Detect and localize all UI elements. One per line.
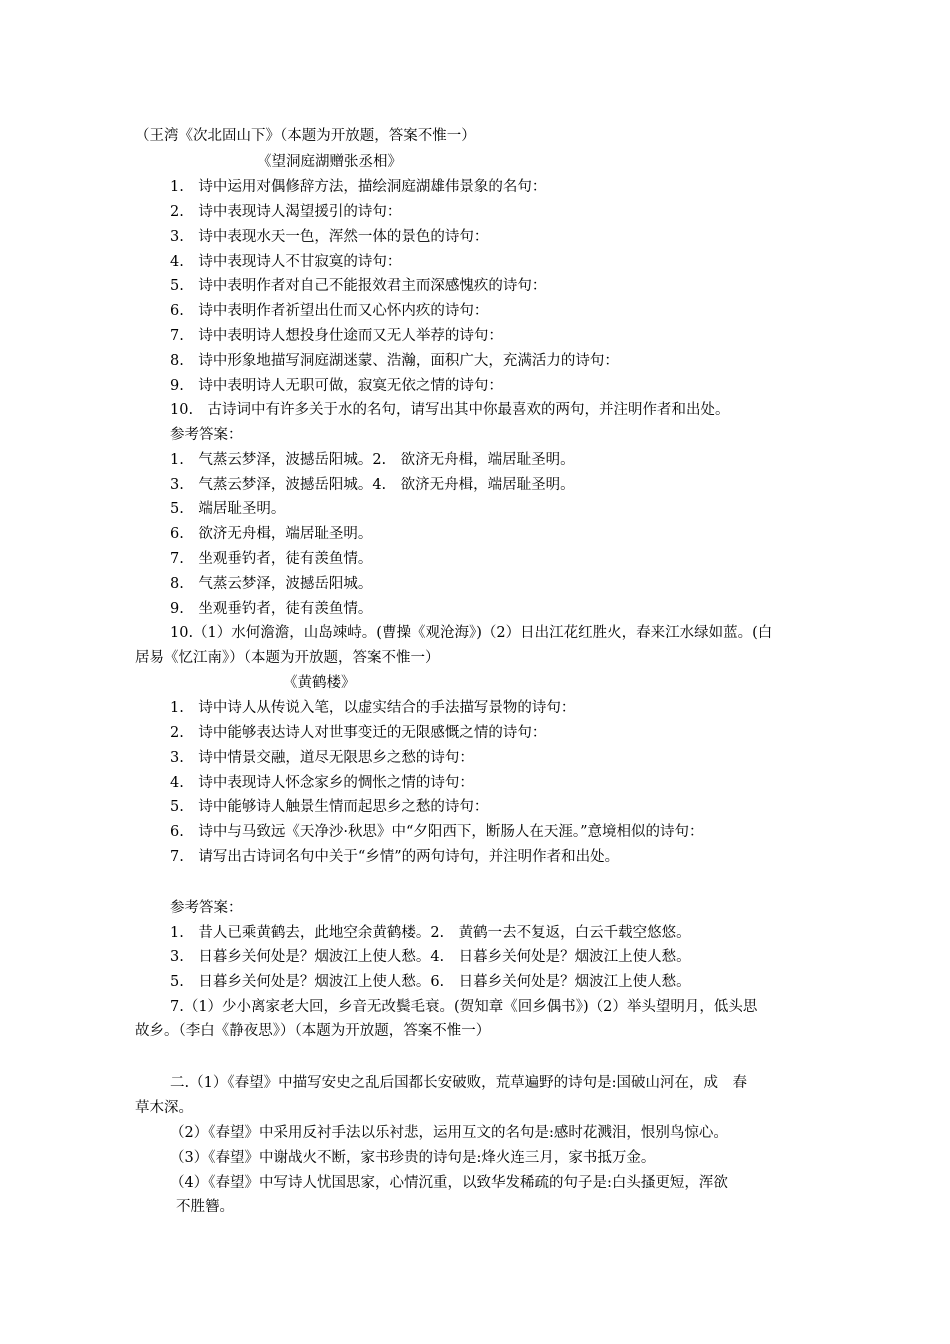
answer-10-line2: 居易《忆江南》）（本题为开放题，答案不惟一） — [135, 650, 440, 666]
question-line: 10. 古诗词中有许多关于水的名句，请写出其中你最喜欢的两句，并注明作者和出处。 — [170, 402, 730, 418]
answer-line: 9. 坐观垂钓者，徒有羡鱼情。 — [170, 601, 373, 617]
question-line: 3. 诗中表现水天一色，浑然一体的景色的诗句： — [170, 229, 489, 245]
section2-item4-line1: （4）《春望》中写诗人忧国思家，心情沉重，以致华发稀疏的句子是:白头搔更短，浑欲 — [170, 1175, 728, 1191]
answer-7-line1: 7.（1）少小离家老大回，乡音无改鬓毛衰。(贺知章《回乡偶书》)（2）举头望明月，低头思 — [170, 999, 758, 1015]
poem-title-dongting: 《望洞庭湖赠张丞相》 — [257, 154, 402, 170]
section2-item1-line2: 草木深。 — [135, 1100, 193, 1116]
answer-7-line2: 故乡。（李白《静夜思》）（本题为开放题，答案不惟一） — [135, 1023, 491, 1039]
question-line: 4. 诗中表现诗人不甘寂寞的诗句： — [170, 254, 402, 270]
answer-line: 3. 气蒸云梦泽，波撼岳阳城。4. 欲济无舟楫，端居耻圣明。 — [170, 477, 575, 493]
question-line: 7. 诗中表明诗人想投身仕途而又无人举荐的诗句： — [170, 328, 503, 344]
question-line: 2. 诗中能够表达诗人对世事变迁的无限感慨之情的诗句： — [170, 725, 547, 741]
section2-item1-line1: 二.（1）《春望》中描写安史之乱后国都长安破败，荒草遍野的诗句是:国破山河在，成 春 — [170, 1075, 747, 1091]
answer-heading: 参考答案： — [170, 427, 243, 443]
question-line: 8. 诗中形象地描写洞庭湖迷蒙、浩瀚，面积广大，充满活力的诗句： — [170, 353, 619, 369]
question-line: 7. 请写出古诗词名句中关于“乡情”的两句诗句，并注明作者和出处。 — [170, 849, 620, 865]
answer-10-line1: 10.（1）水何澹澹，山岛竦峙。(曹操《观沧海》)（2）日出江花红胜火，春来江水绿如蓝。(白 — [170, 625, 773, 641]
answer-line: 1. 昔人已乘黄鹤去，此地空余黄鹤楼。2. 黄鹤一去不复返，白云千载空悠悠。 — [170, 925, 691, 941]
question-line: 5. 诗中表明作者对自己不能报效君主而深感愧疚的诗句： — [170, 278, 547, 294]
question-line: 1. 诗中运用对偶修辞方法，描绘洞庭湖雄伟景象的名句： — [170, 179, 547, 195]
question-line: 6. 诗中表明作者祈望出仕而又心怀内疚的诗句： — [170, 303, 489, 319]
question-line: 1. 诗中诗人从传说入笔，以虚实结合的手法描写景物的诗句： — [170, 700, 576, 716]
section2-item3: （3）《春望》中谢战火不断，家书珍贵的诗句是:烽火连三月，家书抵万金。 — [170, 1150, 656, 1166]
question-line: 6. 诗中与马致远《天净沙·秋思》中“夕阳西下，断肠人在天涯。”意境相似的诗句： — [170, 824, 704, 840]
answer-heading: 参考答案： — [170, 900, 243, 916]
answer-line: 5. 日暮乡关何处是？烟波江上使人愁。6. 日暮乡关何处是？烟波江上使人愁。 — [170, 974, 691, 990]
answer-line: 8. 气蒸云梦泽，波撼岳阳城。 — [170, 576, 373, 592]
answer-line: 1. 气蒸云梦泽，波撼岳阳城。2. 欲济无舟楫，端居耻圣明。 — [170, 452, 575, 468]
question-line: 5. 诗中能够诗人触景生情而起思乡之愁的诗句： — [170, 799, 489, 815]
poem-title-huanghelou: 《黄鹤楼》 — [283, 675, 356, 691]
question-line: 4. 诗中表现诗人怀念家乡的惆怅之情的诗句： — [170, 775, 474, 791]
question-line: 2. 诗中表现诗人渴望援引的诗句： — [170, 204, 402, 220]
answer-line: 5. 端居耻圣明。 — [170, 501, 286, 517]
section1-tail: （王湾《次北固山下》（本题为开放题，答案不惟一） — [135, 128, 476, 144]
answer-line: 3. 日暮乡关何处是？烟波江上使人愁。4. 日暮乡关何处是？烟波江上使人愁。 — [170, 949, 691, 965]
question-line: 9. 诗中表明诗人无职可做，寂寞无依之情的诗句： — [170, 378, 503, 394]
question-line: 3. 诗中情景交融，道尽无限思乡之愁的诗句： — [170, 750, 474, 766]
answer-line: 7. 坐观垂钓者，徒有羡鱼情。 — [170, 551, 373, 567]
answer-line: 6. 欲济无舟楫，端居耻圣明。 — [170, 526, 373, 542]
section2-item2: （2）《春望》中采用反衬手法以乐衬悲，运用互文的名句是:感时花溅泪，恨别鸟惊心。 — [170, 1125, 728, 1141]
section2-item4-line2: 不胜簪。 — [176, 1199, 234, 1215]
